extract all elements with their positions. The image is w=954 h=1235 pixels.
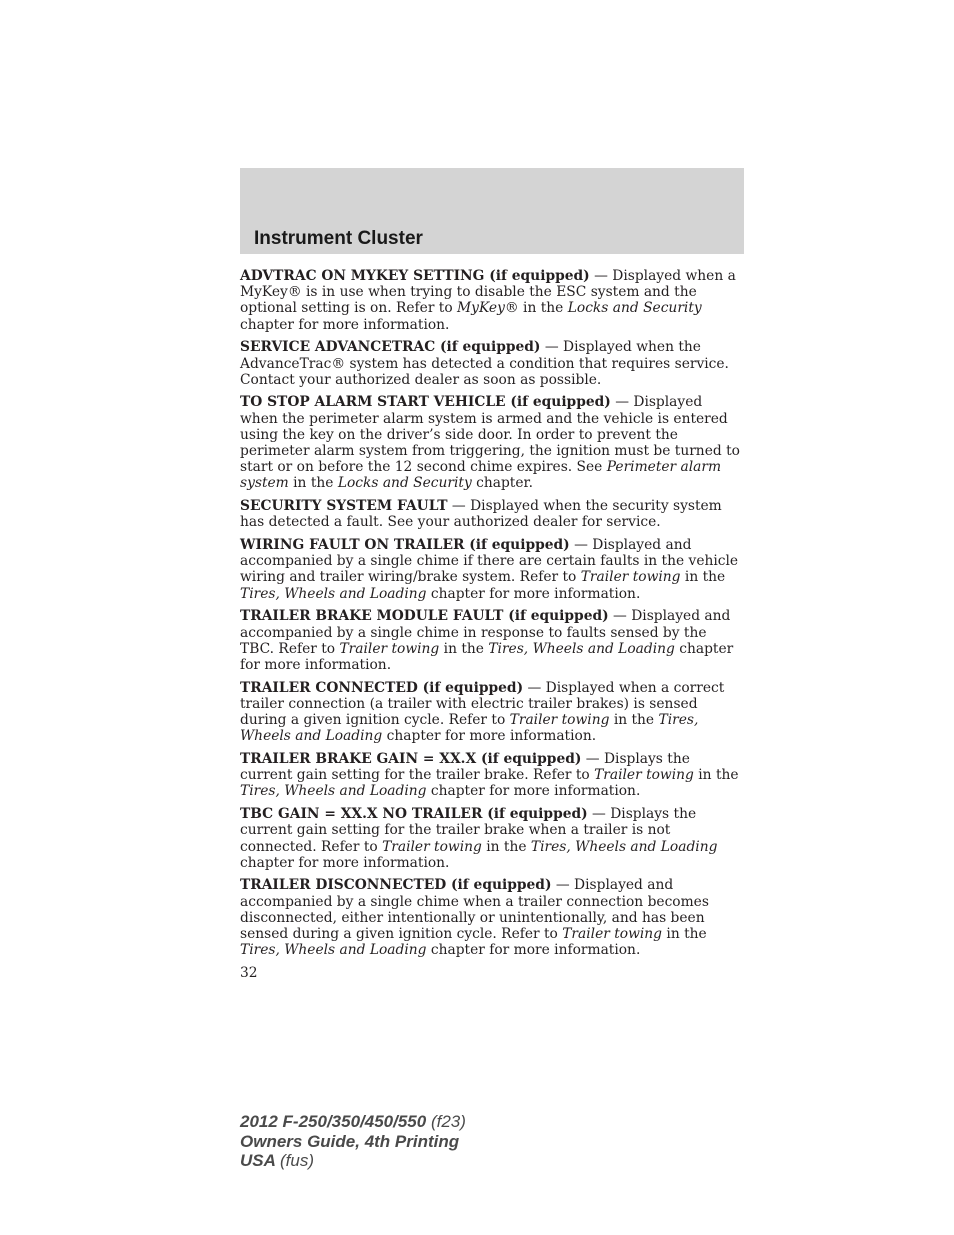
entry-trailer-brake-module-fault xyxy=(240,608,744,673)
footer-line-2: Owners Guide, 4th Printing xyxy=(240,1131,460,1151)
entry-security-fault xyxy=(240,498,744,530)
entry-reference: Tires, Wheels and Loading xyxy=(530,838,718,855)
entry-text: in the xyxy=(693,767,739,784)
footer-line-1 xyxy=(240,1112,466,1132)
footer xyxy=(240,1112,466,1171)
entry-text: chapter for more information. xyxy=(240,854,450,871)
entry-wiring-fault xyxy=(240,537,744,602)
entry-reference: Trailer towing xyxy=(594,767,694,784)
entry-reference: Tires, Wheels and Loading xyxy=(240,585,427,602)
page-number: 32 xyxy=(240,964,258,981)
entry-text: chapter. xyxy=(471,475,533,492)
entry-reference: Locks and Security xyxy=(337,475,472,492)
entry-trailer-disconnected xyxy=(240,877,744,958)
entry-text: chapter for more information. xyxy=(426,942,641,959)
entry-heading: SERVICE ADVANCETRAC (if equipped) xyxy=(240,339,541,356)
entry-text: — Displayed when the AdvanceTrac® system has detected a condition that requires service. Contact your authorized dealer as soon as possible. xyxy=(240,339,729,388)
entry-heading: TRAILER DISCONNECTED (if equipped) xyxy=(240,877,552,894)
footer-line-3 xyxy=(240,1151,466,1171)
entry-heading: ADVTRAC ON MYKEY SETTING (if equipped) xyxy=(240,268,590,284)
entry-text: in the xyxy=(481,838,531,855)
entry-reference: Locks and Security xyxy=(567,300,702,317)
footer-market-code: (fus) xyxy=(280,1151,314,1170)
entry-text: — Displayed when the security system has detected a fault. See your authorized dealer for service. xyxy=(240,498,722,531)
entry-heading: TO STOP ALARM START VEHICLE (if equipped) xyxy=(240,394,611,411)
entry-reference: Trailer towing xyxy=(339,640,440,657)
entry-text: — Displayed when a correct trailer connection (a trailer with electric trailer brakes) is sensed during a given ignition cycle. Refer to xyxy=(240,679,725,729)
entry-advtrac-mykey xyxy=(240,268,744,333)
entry-heading: WIRING FAULT ON TRAILER (if equipped) xyxy=(240,537,570,554)
entry-text: in the xyxy=(662,926,707,943)
entry-heading: TRAILER BRAKE MODULE FAULT (if equipped) xyxy=(240,608,609,625)
entry-stop-alarm xyxy=(240,394,744,491)
body-text xyxy=(240,268,744,981)
entry-heading: TRAILER BRAKE GAIN = XX.X (if equipped) xyxy=(240,750,582,767)
entry-reference: Tires, Wheels and Loading xyxy=(240,783,427,800)
entry-reference: Tires, Wheels and Loading xyxy=(240,712,699,745)
entry-text: in the xyxy=(439,640,489,657)
entry-trailer-brake-gain xyxy=(240,751,744,800)
entry-text: chapter for more information. xyxy=(240,640,734,673)
entry-text: — Displayed when the perimeter alarm system is armed and the vehicle is entered using the key on the driver’s side door. In order to prevent the perimeter alarm system from triggering, the ignition must be turned to start or on before the 12 second chime expires. See xyxy=(240,394,740,476)
entry-reference: Perimeter alarm system xyxy=(240,459,722,492)
entry-heading: TBC GAIN = XX.X NO TRAILER (if equipped) xyxy=(240,806,588,823)
entry-text: chapter for more information. xyxy=(426,585,641,602)
entry-text: in the xyxy=(288,475,338,492)
entry-tbc-gain xyxy=(240,806,744,871)
entry-reference: Trailer towing xyxy=(509,712,610,729)
entry-reference: Tires, Wheels and Loading xyxy=(488,640,675,657)
footer-model: 2012 F-250/350/450/550 xyxy=(240,1112,427,1131)
footer-model-code: (f23) xyxy=(430,1112,466,1131)
entry-text: — Displays the current gain setting for the trailer brake. Refer to xyxy=(240,750,690,784)
entry-text: chapter for more information. xyxy=(240,316,450,333)
entry-reference: MyKey® xyxy=(457,300,519,317)
entry-text: in the xyxy=(680,569,726,586)
entry-text: in the xyxy=(518,300,568,317)
entry-reference: Trailer towing xyxy=(562,926,663,943)
entry-text: chapter for more information. xyxy=(382,728,597,745)
section-title: Instrument Cluster xyxy=(254,228,423,249)
entry-text: — Displayed when a MyKey® is in use when trying to disable the ESC system and the optional setting is on. Refer to xyxy=(240,268,736,317)
entry-text: in the xyxy=(609,712,659,729)
entry-text: — Displayed and accompanied by a single chime in response to faults sensed by the TBC. Refer to xyxy=(240,608,731,657)
entry-trailer-connected xyxy=(240,680,744,745)
entry-reference: Trailer towing xyxy=(382,838,482,855)
entry-text: chapter for more information. xyxy=(426,783,641,800)
entry-reference: Trailer towing xyxy=(580,569,681,586)
entry-heading: SECURITY SYSTEM FAULT xyxy=(240,498,448,515)
entry-service-advancetrac xyxy=(240,339,744,388)
entry-text: — Displayed and accompanied by a single chime if there are certain faults in the vehicle wiring and trailer wiring/brake system. Refer to xyxy=(240,537,739,586)
entry-reference: Tires, Wheels and Loading xyxy=(240,942,427,959)
section-header xyxy=(240,168,744,254)
entry-heading: TRAILER CONNECTED (if equipped) xyxy=(240,679,524,696)
footer-market: USA xyxy=(240,1151,276,1170)
entry-text: — Displays the current gain setting for the trailer brake when a trailer is not connected. Refer to xyxy=(240,806,697,855)
entry-text: — Displayed and accompanied by a single chime when a trailer connection becomes disconnected, either intentionally or unintentionally, and has been sensed during a given ignition cycle. Refer to xyxy=(240,877,709,943)
